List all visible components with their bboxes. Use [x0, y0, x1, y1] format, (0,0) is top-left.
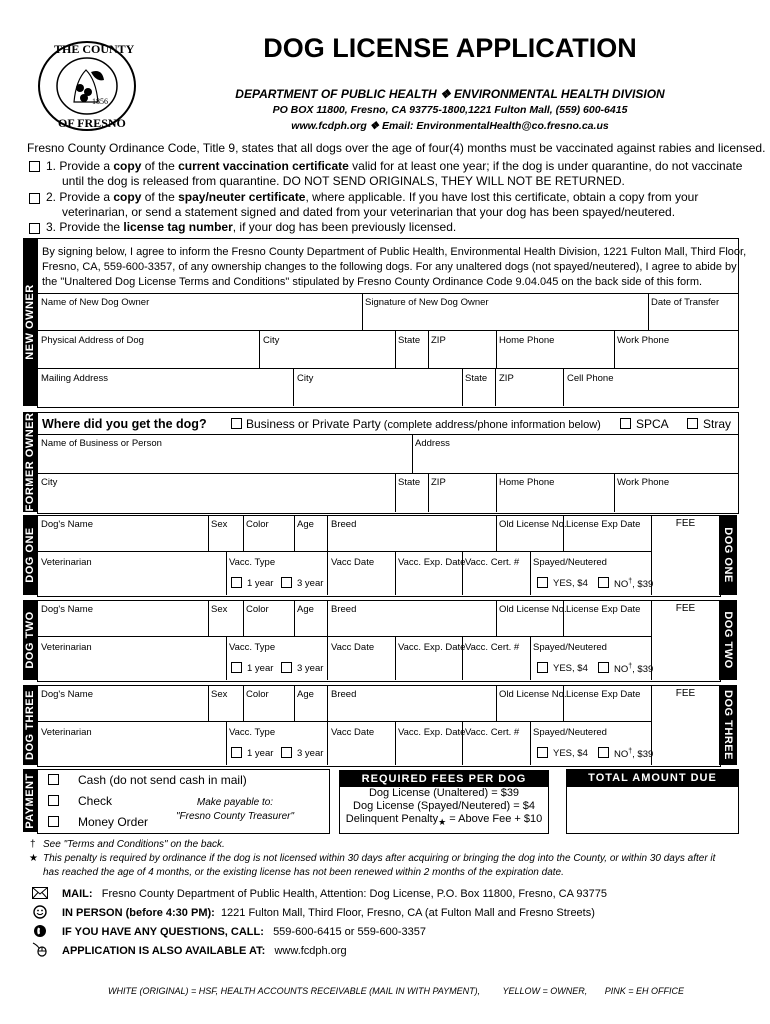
dog-color-field[interactable]: Color [246, 604, 269, 615]
vacc-exp-field[interactable]: Vacc. Exp. Date [398, 642, 466, 653]
address-line: PO BOX 11800, Fresno, CA 93775-1800,1221 Fulton Mall, (559) 600-6415 [272, 104, 628, 116]
spayed-no-label: NO†, $39 [614, 578, 654, 591]
payment-side-label: PAYMENT [23, 769, 37, 832]
questions-instructions: IF YOU HAVE ANY QUESTIONS, CALL: 559-600-6415 or 559-600-3357 [62, 926, 426, 938]
physical-state-field[interactable]: State [398, 335, 421, 346]
physical-zip-field[interactable]: ZIP [431, 335, 446, 346]
dog-breed-field[interactable]: Breed [331, 604, 357, 615]
spca-option: SPCA [636, 417, 669, 431]
license-exp-field[interactable]: License Exp Date [566, 689, 641, 700]
veterinarian-field[interactable]: Veterinarian [41, 642, 92, 653]
dog-section-2 [0, 600, 770, 680]
one-year-label: 1 year [247, 663, 274, 674]
dog-section-1 [0, 515, 770, 595]
vacc-date-field[interactable]: Vacc Date [331, 642, 375, 653]
former-address-field[interactable]: Address [415, 438, 450, 449]
business-checkbox[interactable] [231, 418, 242, 429]
old-license-field[interactable]: Old License No. [499, 604, 567, 615]
transfer-date-field[interactable]: Date of Transfer [651, 297, 720, 308]
dog-age-field[interactable]: Age [297, 689, 314, 700]
spayed-neutered-field: Spayed/Neutered [533, 557, 607, 568]
dog-side-label-left: DOG ONE [23, 515, 37, 595]
vacc-date-field[interactable]: Vacc Date [331, 727, 375, 738]
three-year-checkbox[interactable] [281, 747, 292, 758]
new-owner-name-field[interactable]: Name of New Dog Owner [41, 297, 150, 308]
mailing-state-field[interactable]: State [465, 373, 488, 384]
fee-unaltered: Dog License (Unaltered) = $39 [368, 787, 520, 799]
penalty-note-2: has reached the age of 4 months, or the existing license has not been renewed within 2 months of the expiration date. [43, 867, 564, 878]
fee-spayed: Dog License (Spayed/Neutered) = $4 [353, 800, 535, 812]
physical-city-field[interactable]: City [263, 335, 280, 346]
money-order-checkbox[interactable] [48, 816, 59, 827]
former-city-field[interactable]: City [41, 477, 58, 488]
dog-sex-field[interactable]: Sex [211, 604, 228, 615]
old-license-field[interactable]: Old License No. [499, 519, 567, 530]
dog-breed-field[interactable]: Breed [331, 689, 357, 700]
department-line: DEPARTMENT OF PUBLIC HEALTH ❖ ENVIRONMENTAL HEALTH DIVISION [235, 87, 665, 101]
phone-icon [33, 924, 47, 943]
spayed-yes-checkbox[interactable] [537, 747, 548, 758]
vacc-type-field: Vacc. Type [229, 727, 276, 738]
fee-field[interactable]: FEE [675, 688, 696, 699]
one-year-checkbox[interactable] [231, 747, 242, 758]
fee-field[interactable]: FEE [675, 603, 696, 614]
old-license-field[interactable]: Old License No. [499, 689, 567, 700]
spca-checkbox[interactable] [620, 418, 631, 429]
seal-year: 1856 [92, 97, 108, 106]
requirement-3: 3. Provide the license tag number, if your dog has been previously licensed. [46, 220, 457, 234]
vacc-cert-field[interactable]: Vacc. Cert. # [465, 557, 520, 568]
vacc-exp-field[interactable]: Vacc. Exp. Date [398, 727, 466, 738]
spayed-no-checkbox[interactable] [598, 747, 609, 758]
stray-checkbox[interactable] [687, 418, 698, 429]
check-label: Check [78, 794, 113, 808]
dog-side-label-right: DOG THREE [719, 685, 737, 765]
spayed-no-checkbox[interactable] [598, 662, 609, 673]
former-zip-field[interactable]: ZIP [431, 477, 446, 488]
spayed-yes-label: YES, $4 [553, 663, 588, 674]
requirement-1-line2: until the dog is released from quarantine. DO NOT SEND ORIGINALS, THEY WILL NOT BE RETURNED. [62, 174, 625, 188]
vacc-type-field: Vacc. Type [229, 642, 276, 653]
required-fees-title: REQUIRED FEES PER DOG [340, 771, 548, 787]
business-name-field[interactable]: Name of Business or Person [41, 438, 162, 449]
vacc-cert-field[interactable]: Vacc. Cert. # [465, 642, 520, 653]
fee-delinquent: Delinquent Penalty$_★$ = Above Fee + $10 [345, 813, 543, 828]
mail-instructions: MAIL: Fresno County Department of Public Health, Attention: Dog License, P.O. Box 11800, Fresno, CA 93775 [62, 888, 607, 900]
dog-name-field[interactable]: Dog's Name [41, 689, 93, 700]
dog-side-label-right: DOG TWO [719, 600, 737, 680]
one-year-checkbox[interactable] [231, 662, 242, 673]
payable-to-name: "Fresno County Treasurer" [175, 811, 295, 822]
online-availability: APPLICATION IS ALSO AVAILABLE AT: www.fcdph.org [62, 945, 347, 957]
where-question: Where did you get the dog? [42, 417, 207, 431]
spayed-no-label: NO†, $39 [614, 748, 654, 761]
spayed-yes-label: YES, $4 [553, 748, 588, 759]
three-year-label: 3 year [297, 748, 324, 759]
dog-color-field[interactable]: Color [246, 519, 269, 530]
county-seal [36, 40, 138, 132]
mouse-icon [31, 942, 49, 962]
fee-field[interactable]: FEE [675, 518, 696, 529]
dog-age-field[interactable]: Age [297, 519, 314, 530]
three-year-checkbox[interactable] [281, 662, 292, 673]
dog-side-label-left: DOG TWO [23, 600, 37, 680]
requirement-2: 2. Provide a copy of the spay/neuter certificate, where applicable. If you have lost this certificate, obtain a copy from your [46, 190, 699, 204]
requirement-1: 1. Provide a copy of the current vaccination certificate valid for at least one year; if the dog is under quarantine, do not vaccinate [46, 159, 743, 173]
cash-label: Cash (do not send cash in mail) [78, 773, 247, 787]
three-year-label: 3 year [297, 663, 324, 674]
penalty-note-1: This penalty is required by ordinance if the dog is not licensed within 30 days after acquiring or bringing the dog into the County, or within 30 days after it [43, 853, 716, 864]
terms-note: See "Terms and Conditions" on the back. [43, 839, 225, 850]
requirement-2-line2: veterinarian, or send a statement signed and dated from your veterinarian that your dog has been spayed/neutered. [62, 205, 676, 219]
spayed-yes-checkbox[interactable] [537, 577, 548, 588]
check-checkbox[interactable] [48, 795, 59, 806]
mailing-city-field[interactable]: City [297, 373, 314, 384]
new-owner-side-label: NEW OWNER [23, 238, 37, 406]
web-email-line: www.fcdph.org ❖ Email: EnvironmentalHealth@co.fresno.ca.us [291, 120, 609, 132]
one-year-label: 1 year [247, 748, 274, 759]
three-year-checkbox[interactable] [281, 577, 292, 588]
former-state-field[interactable]: State [398, 477, 421, 488]
money-order-label: Money Order [78, 815, 149, 829]
license-exp-field[interactable]: License Exp Date [566, 604, 641, 615]
veterinarian-field[interactable]: Veterinarian [41, 557, 92, 568]
former-work-phone-field[interactable]: Work Phone [617, 477, 670, 488]
seal-top-text: THE COUNTY [54, 42, 135, 56]
payable-to-label: Make payable to: [196, 797, 274, 808]
dog-sex-field[interactable]: Sex [211, 689, 228, 700]
dog-sex-field[interactable]: Sex [211, 519, 228, 530]
dog-name-field[interactable]: Dog's Name [41, 519, 93, 530]
star-mark: ★ [29, 853, 38, 864]
agreement-line-3: the "Unaltered Dog License Terms and Conditions" stipulated by Fresno County Ordinance Code 9.04.045 on the back side of this form. [42, 276, 703, 288]
spayed-neutered-field: Spayed/Neutered [533, 642, 607, 653]
agreement-line-2: Fresno, CA, 559-600-3357, of any ownership changes to the following dogs. For any unaltered dogs (not spayed/neutered), I agree to abide by [42, 261, 737, 273]
home-phone-field[interactable]: Home Phone [499, 335, 555, 346]
spayed-neutered-field: Spayed/Neutered [533, 727, 607, 738]
mailing-zip-field[interactable]: ZIP [499, 373, 514, 384]
one-year-checkbox[interactable] [231, 577, 242, 588]
spayed-yes-label: YES, $4 [553, 578, 588, 589]
dog-name-field[interactable]: Dog's Name [41, 604, 93, 615]
new-owner-signature-field[interactable]: Signature of New Dog Owner [365, 297, 489, 308]
footer-copy-distribution: WHITE (ORIGINAL) = HSF, HEALTH ACCOUNTS RECEIVABLE (MAIL IN WITH PAYMENT), YELLOW = OWNER, PINK = EH OFFICE [108, 986, 685, 996]
in-person-instructions: IN PERSON (before 4:30 PM): 1221 Fulton Mall, Third Floor, Fresno, CA (at Fulton Mall and Fresno Streets) [62, 907, 595, 919]
dog-color-field[interactable]: Color [246, 689, 269, 700]
seal-bottom-text: OF FRESNO [58, 116, 126, 130]
requirement-2-checkbox[interactable] [29, 193, 40, 204]
cell-phone-field[interactable]: Cell Phone [567, 373, 614, 384]
physical-address-field[interactable]: Physical Address of Dog [41, 335, 144, 346]
three-year-label: 3 year [297, 578, 324, 589]
license-exp-field[interactable]: License Exp Date [566, 519, 641, 530]
cash-checkbox[interactable] [48, 774, 59, 785]
stray-option: Stray [703, 417, 732, 431]
vacc-type-field: Vacc. Type [229, 557, 276, 568]
dog-section-3 [0, 685, 770, 765]
vacc-date-field[interactable]: Vacc Date [331, 557, 375, 568]
smiley-icon [33, 905, 47, 924]
spayed-no-checkbox[interactable] [598, 577, 609, 588]
business-option: Business or Private Party (complete address/phone information below) [246, 417, 601, 431]
page-title: DOG LICENSE APPLICATION [263, 33, 637, 63]
mailing-address-field[interactable]: Mailing Address [41, 373, 109, 384]
mail-icon [32, 886, 48, 904]
requirement-1-checkbox[interactable] [29, 161, 40, 172]
former-home-phone-field[interactable]: Home Phone [499, 477, 555, 488]
one-year-label: 1 year [247, 578, 274, 589]
veterinarian-field[interactable]: Veterinarian [41, 727, 92, 738]
vacc-exp-field[interactable]: Vacc. Exp. Date [398, 557, 466, 568]
dog-side-label-left: DOG THREE [23, 685, 37, 765]
dog-age-field[interactable]: Age [297, 604, 314, 615]
vacc-cert-field[interactable]: Vacc. Cert. # [465, 727, 520, 738]
spayed-no-label: NO†, $39 [614, 663, 654, 676]
dog-breed-field[interactable]: Breed [331, 519, 357, 530]
spayed-yes-checkbox[interactable] [537, 662, 548, 673]
former-owner-side-label: FORMER OWNER [24, 412, 36, 512]
ordinance-text: Fresno County Ordinance Code, Title 9, states that all dogs over the age of four(4) months must be vaccinated against rabies and licensed. [27, 141, 766, 155]
requirement-3-checkbox[interactable] [29, 223, 40, 234]
dagger-mark: † [30, 839, 36, 850]
agreement-line-1: By signing below, I agree to inform the Fresno County Department of Public Health, Environmental Health Division, 1221 Fulton Mall, Third Floor, [42, 246, 747, 258]
total-amount-title: TOTAL AMOUNT DUE [567, 770, 738, 787]
work-phone-field[interactable]: Work Phone [617, 335, 670, 346]
dog-side-label-right: DOG ONE [719, 515, 737, 595]
